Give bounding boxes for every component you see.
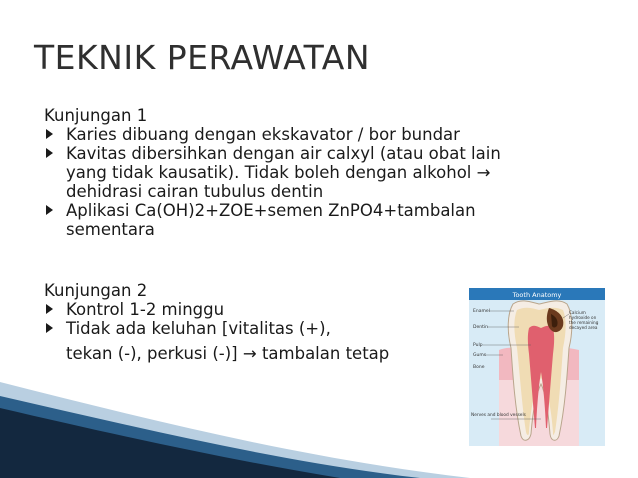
- label-cavity-text: Calcium hydroxide on the remaining decayed area: [569, 310, 599, 330]
- tooth-anatomy-diagram: [469, 288, 605, 446]
- label-cavity: [569, 310, 603, 350]
- label-dentin: Dentin: [473, 325, 488, 330]
- label-pulp: Pulp: [473, 343, 483, 348]
- bullet-line: Tidak ada keluhan [vitalitas (+),: [66, 319, 331, 338]
- diagram-title: Tooth Anatomy: [512, 291, 562, 299]
- bullet-line: Aplikasi Ca(OH)2+ZOE+semen ZnPO4+tambalan: [66, 201, 476, 220]
- bullet-arrow-icon: [46, 205, 53, 215]
- bullet-line: Kontrol 1-2 minggu: [66, 300, 225, 319]
- bullet-line: Kavitas dibersihkan dengan air calxyl (atau obat lain: [66, 144, 501, 163]
- bullet-arrow-icon: [46, 304, 53, 314]
- label-bone: Bone: [473, 365, 485, 370]
- bullet-line: sementara: [66, 220, 155, 239]
- visit2-continuation: tekan (-), perkusi (-)] → tambalan tetap: [66, 344, 390, 363]
- bullet-arrow-icon: [46, 148, 53, 158]
- label-enamel: Enamel: [473, 309, 490, 314]
- bullet-arrow-icon: [46, 323, 53, 333]
- bullet-line: yang tidak kausatik). Tidak boleh dengan alkohol →: [66, 163, 491, 182]
- visit1-bullet-1: [44, 125, 604, 144]
- label-nerves-text: Nerves and blood vessels: [471, 413, 526, 418]
- visit1-bullet-3: [44, 201, 604, 239]
- label-nerves: [471, 412, 527, 418]
- label-gums: Gums: [473, 353, 487, 358]
- slide-title: TEKNIK PERAWATAN: [34, 38, 371, 77]
- decorative-swoosh: [0, 360, 470, 478]
- bullet-line: dehidrasi cairan tubulus dentin: [66, 182, 324, 201]
- bullet-line: Karies dibuang dengan ekskavator / bor bundar: [66, 125, 460, 144]
- visit1-bullet-2: [44, 144, 604, 201]
- tooth-illustration: [469, 288, 605, 446]
- visit2-heading: Kunjungan 2: [44, 281, 148, 300]
- bullet-arrow-icon: [46, 129, 53, 139]
- visit1-heading: Kunjungan 1: [44, 106, 148, 125]
